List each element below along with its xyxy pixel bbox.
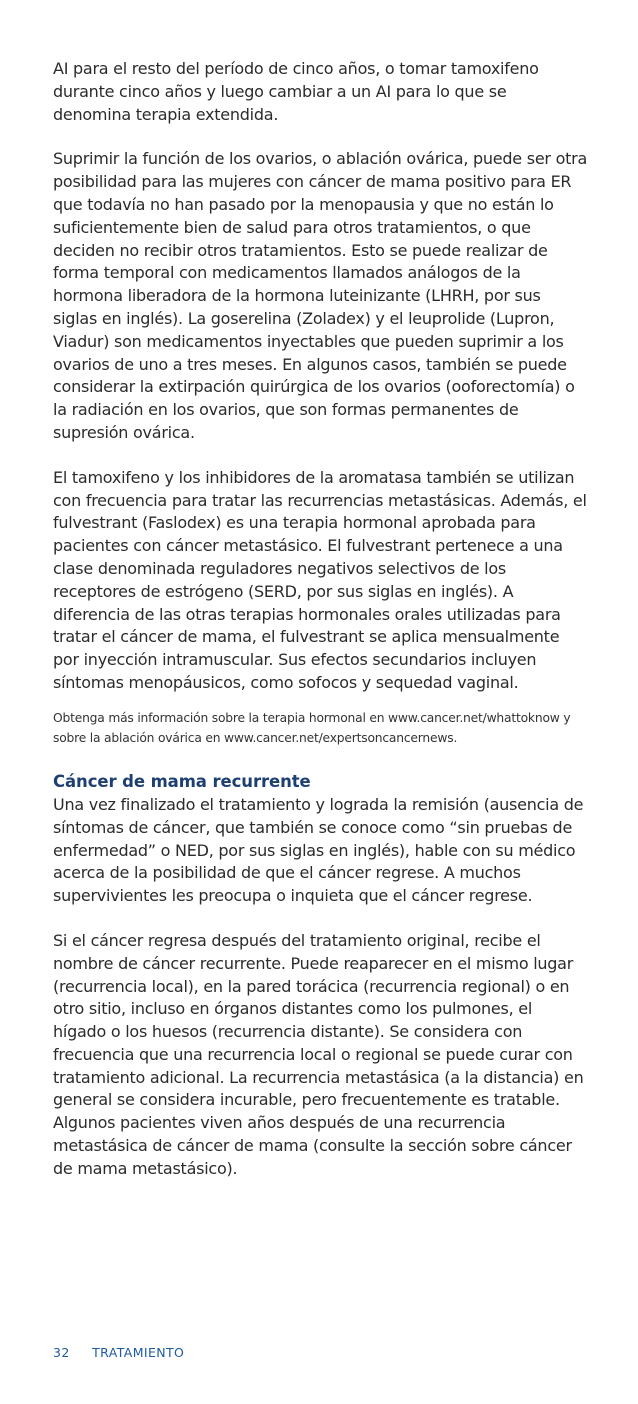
footer-section-label: TRATAMIENTO bbox=[92, 1345, 185, 1360]
body-text bbox=[53, 58, 588, 695]
more-info-note: Obtenga más información sobre la terapia hormonal en www.cancer.net/whattoknow y sobre la ablación ovárica en www.cancer.net/expertsoncancernews. bbox=[53, 710, 571, 746]
page-number: 32 bbox=[53, 1345, 70, 1360]
section-heading-recurrent-cancer: Cáncer de mama recurrente bbox=[53, 772, 311, 792]
paragraph-metastatic-hormone-therapy: El tamoxifeno y los inhibidores de la aromatasa también se utilizan con frecuencia para tratar las recurrencias metastásicas. Además, el fulvestrant (Faslodex) es una terapia hormonal aprobada para pacientes con cáncer metastásico. El fulvestrant pertenece a una clase denominada reguladores negativos selectivos de los receptores de estrógeno (SERD, por sus siglas en inglés). A diferencia de las otras terapias hormonales orales utilizadas para tratar el cáncer de mama, el fulvestrant se aplica mensualmente por inyección intramuscular. Sus efectos secundarios incluyen síntomas menopáusicos, como sofocos y sequedad vaginal. bbox=[53, 467, 587, 692]
paragraph-remission: Una vez finalizado el tratamiento y lograda la remisión (ausencia de síntomas de cáncer, que también se conoce como “sin pruebas de enfermedad” o NED, por sus siglas en inglés), hable con su médico acerca de la posibilidad de que el cáncer regrese. A muchos supervivientes les preocupa o inquieta que el cáncer regrese. bbox=[53, 794, 584, 906]
paragraph-ovarian-suppression: Suprimir la función de los ovarios, o ablación ovárica, puede ser otra posibilidad para las mujeres con cáncer de mama positivo para ER que todavía no han pasado por la menopausia y que no están lo suficientemente bien de salud para otros tratamientos, o que deciden no recibir otros tratamientos. Esto se puede realizar de forma temporal con medicamentos llamados análogos de la hormona liberadora de la hormona luteinizante (LHRH, por sus siglas en inglés). La goserelina (Zoladex) y el leuprolide (Lupron, Viadur) son medicamentos inyectables que pueden suprimir a los ovarios de uno a tres meses. En algunos casos, también se puede considerar la extirpación quirúrgica de los ovarios (ooforectomía) o la radiación en los ovarios, que son formas permanentes de supresión ovárica. bbox=[53, 149, 588, 442]
page-content bbox=[53, 58, 588, 1181]
paragraph-recurrence-types: Si el cáncer regresa después del tratamiento original, recibe el nombre de cáncer recurrente. Puede reaparecer en el mismo lugar (recurrencia local), en la pared torácica (recurrencia regional) o en otro sitio, incluso en órganos distantes como los pulmones, el hígado o los huesos (recurrencia distante). Se considera con frecuencia que una recurrencia local o regional se puede curar con tratamiento adicional. La recurrencia metastásica (a la distancia) en general se considera incurable, pero frecuentemente es tratable. Algunos pacientes viven años después de una recurrencia metastásica de cáncer de mama (consulte la sección sobre cáncer de mama metastásico). bbox=[53, 930, 584, 1178]
page-footer bbox=[53, 1345, 184, 1360]
paragraph-hormone-therapy-continued: AI para el resto del período de cinco años, o tomar tamoxifeno durante cinco años y luego cambiar a un AI para lo que se denomina terapia extendida. bbox=[53, 59, 539, 124]
body-text-recurrent bbox=[53, 794, 588, 1181]
